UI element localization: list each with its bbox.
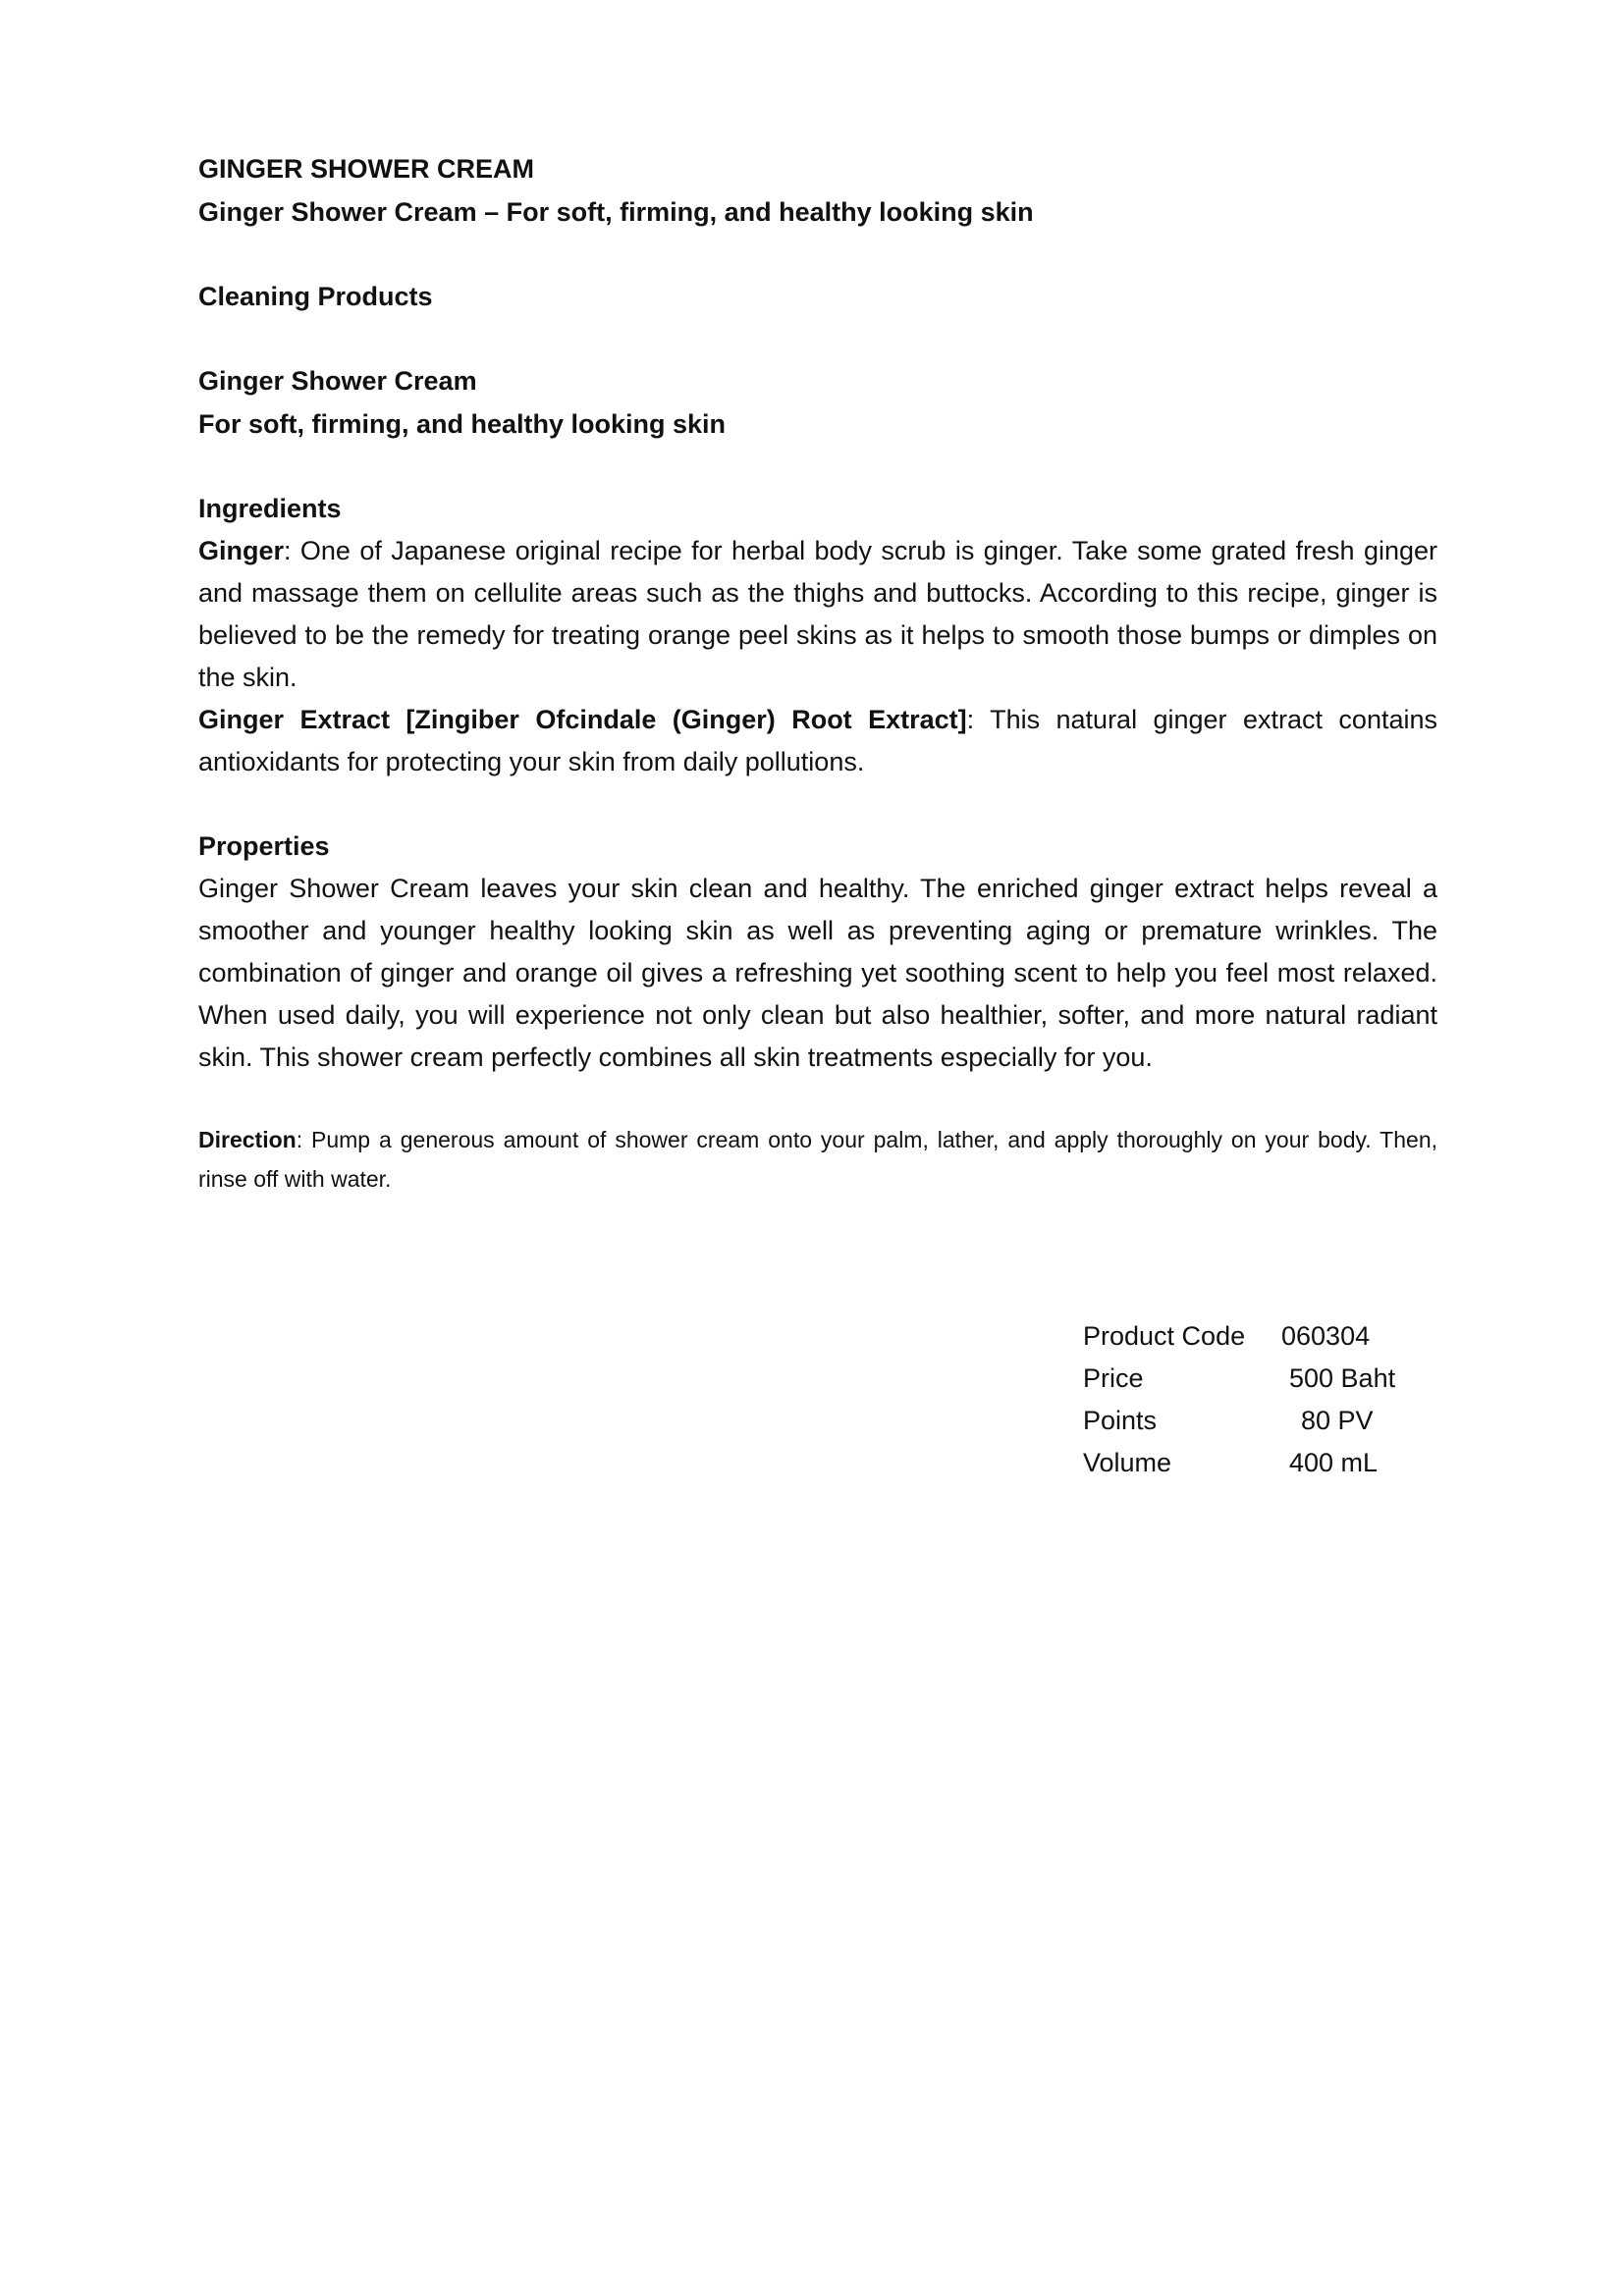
spec-value — [1281, 1400, 1419, 1442]
spec-value — [1281, 1442, 1419, 1484]
document-tagline: Ginger Shower Cream – For soft, firming, and healthy looking skin — [198, 197, 1034, 227]
spec-value-text: 500 Baht — [1289, 1363, 1396, 1393]
spec-label: Product Code — [1083, 1321, 1246, 1351]
spec-row — [1083, 1400, 1419, 1442]
ingredient-ginger — [198, 530, 1437, 699]
spec-label: Points — [1083, 1406, 1158, 1435]
spec-value-text: 80 PV — [1301, 1406, 1374, 1435]
ingredient-ginger-text: : One of Japanese original recipe for herbal body scrub is ginger. Take some grated fresh ginger and massage them on cellulite areas such as the thighs and buttocks. According to this recipe, ginger is believed to be the remedy for treating orange peel skins as it helps to smooth those bumps or dimples on the skin. — [198, 536, 1437, 692]
ingredient-ginger-extract-text: : This natural ginger extract contains antioxidants for protecting your skin from daily pollutions. — [198, 705, 1437, 776]
ingredient-ginger-extract-term: Ginger Extract [Zingiber Ofcindale (Ginger) Root Extract] — [198, 705, 967, 734]
product-specs-table — [1083, 1315, 1419, 1484]
direction-body: : Pump a generous amount of shower cream onto your palm, lather, and apply thoroughly on your body. Then, rinse off with water. — [198, 1127, 1437, 1192]
document-title: GINGER SHOWER CREAM — [198, 154, 535, 184]
ingredient-ginger-term: Ginger — [198, 536, 285, 565]
spec-value-text: 400 mL — [1289, 1448, 1379, 1477]
ingredient-ginger-extract — [198, 699, 1437, 783]
spec-label: Volume — [1083, 1448, 1172, 1477]
direction-text — [198, 1120, 1437, 1199]
properties-text: Ginger Shower Cream leaves your skin clean and healthy. The enriched ginger extract helps reveal a smoother and younger healthy looking skin as well as preventing aging or premature wrinkles. The combination of ginger and orange oil gives a refreshing yet soothing scent to help you feel most relaxed. When used daily, you will experience not only clean but also healthier, softer, and more natural radiant skin. This shower cream perfectly combines all skin treatments especially for you. — [198, 874, 1437, 1072]
category-label: Cleaning Products — [198, 282, 433, 311]
properties-heading: Properties — [198, 831, 330, 861]
spec-value — [1281, 1358, 1419, 1400]
spec-row — [1083, 1358, 1419, 1400]
spec-row — [1083, 1315, 1419, 1358]
spec-value-text: 060304 — [1281, 1321, 1371, 1351]
spec-row — [1083, 1442, 1419, 1484]
spec-value — [1281, 1315, 1419, 1358]
product-name: Ginger Shower Cream — [198, 366, 477, 396]
product-subtitle: For soft, firming, and healthy looking skin — [198, 409, 727, 439]
document-body — [198, 147, 1437, 1199]
spec-label: Price — [1083, 1363, 1144, 1393]
direction-term: Direction — [198, 1127, 297, 1152]
ingredients-heading: Ingredients — [198, 494, 342, 523]
